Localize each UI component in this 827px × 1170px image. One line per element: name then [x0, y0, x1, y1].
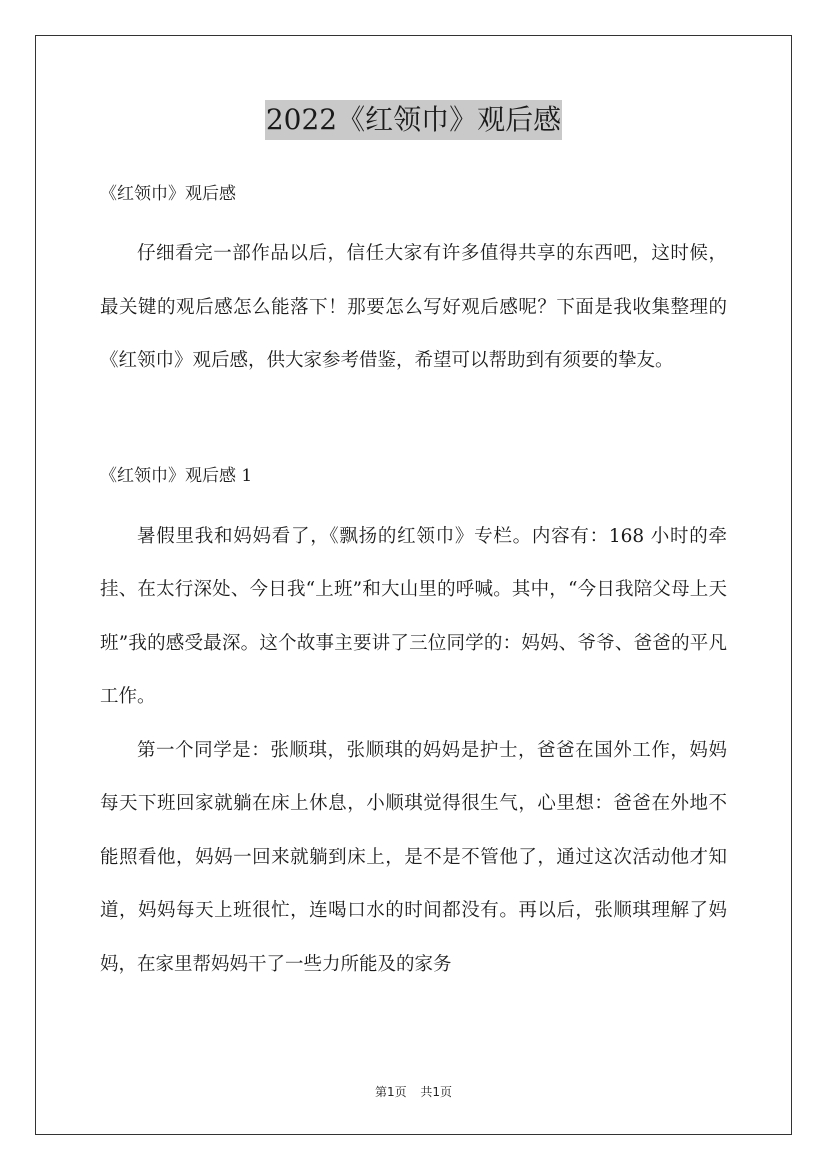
- body-paragraph: 暑假里我和妈妈看了，《飘扬的红领巾》专栏。内容有：168 小时的牵挂、在太行深处、今日我“上班”和大山里的呼喊。其中，“今日我陪父母上天班”我的感受最深。这个故事主要讲了三位同学的：妈妈、爷爷、爸爸的平凡工作。: [100, 525, 727, 707]
- document-subtitle: 《红领巾》观后感: [100, 184, 236, 204]
- section-heading: 《红领巾》观后感 1: [100, 465, 253, 486]
- document-body: [100, 175, 727, 991]
- document-title-row: [0, 100, 827, 140]
- page-footer: [0, 1083, 827, 1100]
- document-title: 2022《红领巾》观后感: [265, 100, 562, 140]
- section-spacer: [100, 388, 727, 457]
- page-number: 第1页: [374, 1085, 407, 1099]
- intro-paragraph: 仔细看完一部作品以后，信任大家有许多值得共享的东西吧，这时候，最关键的观后感怎么能落下！那要怎么写好观后感呢？下面是我收集整理的《红领巾》观后感，供大家参考借鉴，希望可以帮助到有须要的挚友。: [100, 243, 727, 371]
- body-paragraph: 第一个同学是：张顺琪，张顺琪的妈妈是护士，爸爸在国外工作，妈妈每天下班回家就躺在床上休息，小顺琪觉得很生气，心里想：爸爸在外地不能照看他，妈妈一回来就躺到床上，是不是不管他了，通过这次活动他才知道，妈妈每天上班很忙，连喝口水的时间都没有。再以后，张顺琪理解了妈妈，在家里帮妈妈干了一些力所能及的家务: [100, 739, 727, 975]
- page-total: 共1页: [420, 1085, 453, 1099]
